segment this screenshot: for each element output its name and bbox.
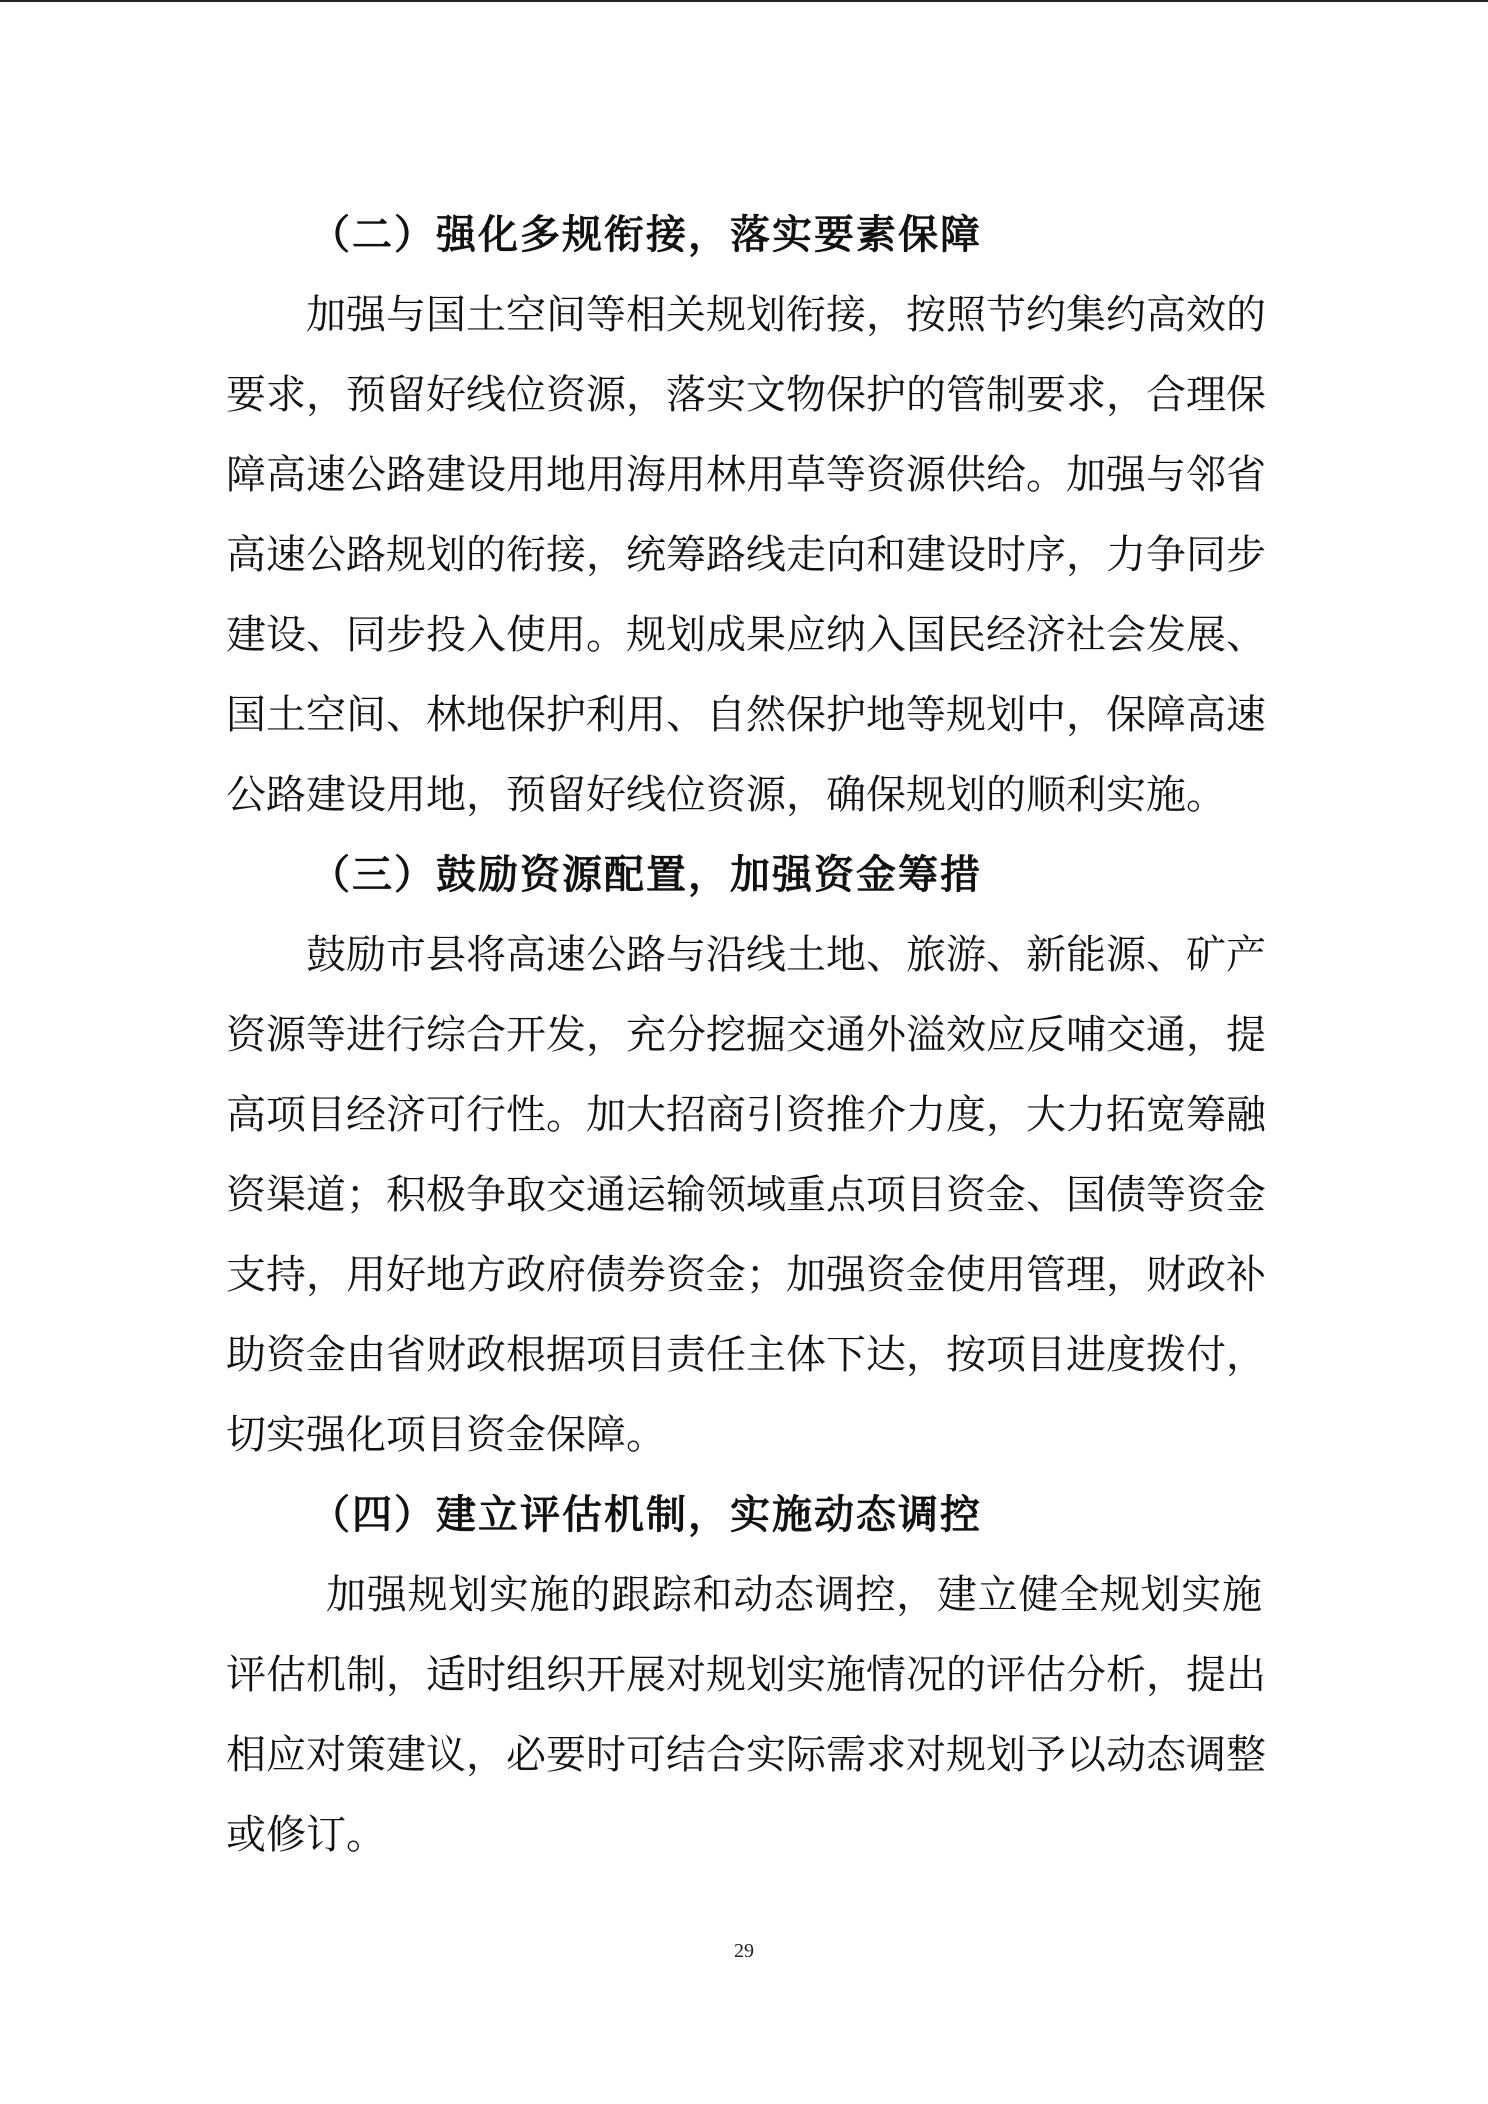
paragraph-line: 资渠道；积极争取交通运输领域重点项目资金、国债等资金 — [226, 1172, 1266, 1218]
paragraph-line: 助资金由省财政根据项目责任主体下达，按项目进度拨付， — [226, 1332, 1266, 1378]
top-border-line — [0, 0, 1488, 2]
paragraph-line: 相应对策建议，必要时可结合实际需求对规划予以动态调整 — [226, 1732, 1266, 1778]
paragraph-line: 或修订。 — [226, 1812, 386, 1858]
paragraph-line: 加强规划实施的跟踪和动态调控，建立健全规划实施 — [326, 1572, 1262, 1618]
document-body — [226, 195, 1266, 1875]
page-number: 29 — [734, 1940, 754, 1962]
paragraph-line: 高速公路规划的衔接，统筹路线走向和建设时序，力争同步 — [226, 532, 1266, 578]
paragraph-line: 障高速公路建设用地用海用林用草等资源供给。加强与邻省 — [226, 452, 1266, 498]
paragraph-line: 要求，预留好线位资源，落实文物保护的管制要求，合理保 — [226, 372, 1266, 418]
section-heading-2: （二）强化多规衔接，落实要素保障 — [310, 211, 982, 258]
paragraph-line: 高项目经济可行性。加大招商引资推介力度，大力拓宽筹融 — [226, 1092, 1266, 1138]
paragraph-line: 评估机制，适时组织开展对规划实施情况的评估分析，提出 — [226, 1652, 1266, 1698]
paragraph-line: 公路建设用地，预留好线位资源，确保规划的顺利实施。 — [226, 772, 1226, 818]
section-heading-3: （三）鼓励资源配置，加强资金筹措 — [310, 851, 982, 898]
paragraph-line: 支持，用好地方政府债券资金；加强资金使用管理，财政补 — [226, 1252, 1266, 1298]
paragraph-line: 建设、同步投入使用。规划成果应纳入国民经济社会发展、 — [226, 612, 1266, 658]
paragraph-line: 资源等进行综合开发，充分挖掘交通外溢效应反哺交通，提 — [226, 1012, 1266, 1058]
paragraph-line: 加强与国土空间等相关规划衔接，按照节约集约高效的 — [306, 292, 1266, 338]
paragraph-line: 切实强化项目资金保障。 — [226, 1412, 666, 1458]
section-heading-4: （四）建立评估机制，实施动态调控 — [310, 1491, 982, 1538]
paragraph-line: 国土空间、林地保护利用、自然保护地等规划中，保障高速 — [226, 692, 1266, 738]
paragraph-line: 鼓励市县将高速公路与沿线土地、旅游、新能源、矿产 — [306, 932, 1266, 978]
